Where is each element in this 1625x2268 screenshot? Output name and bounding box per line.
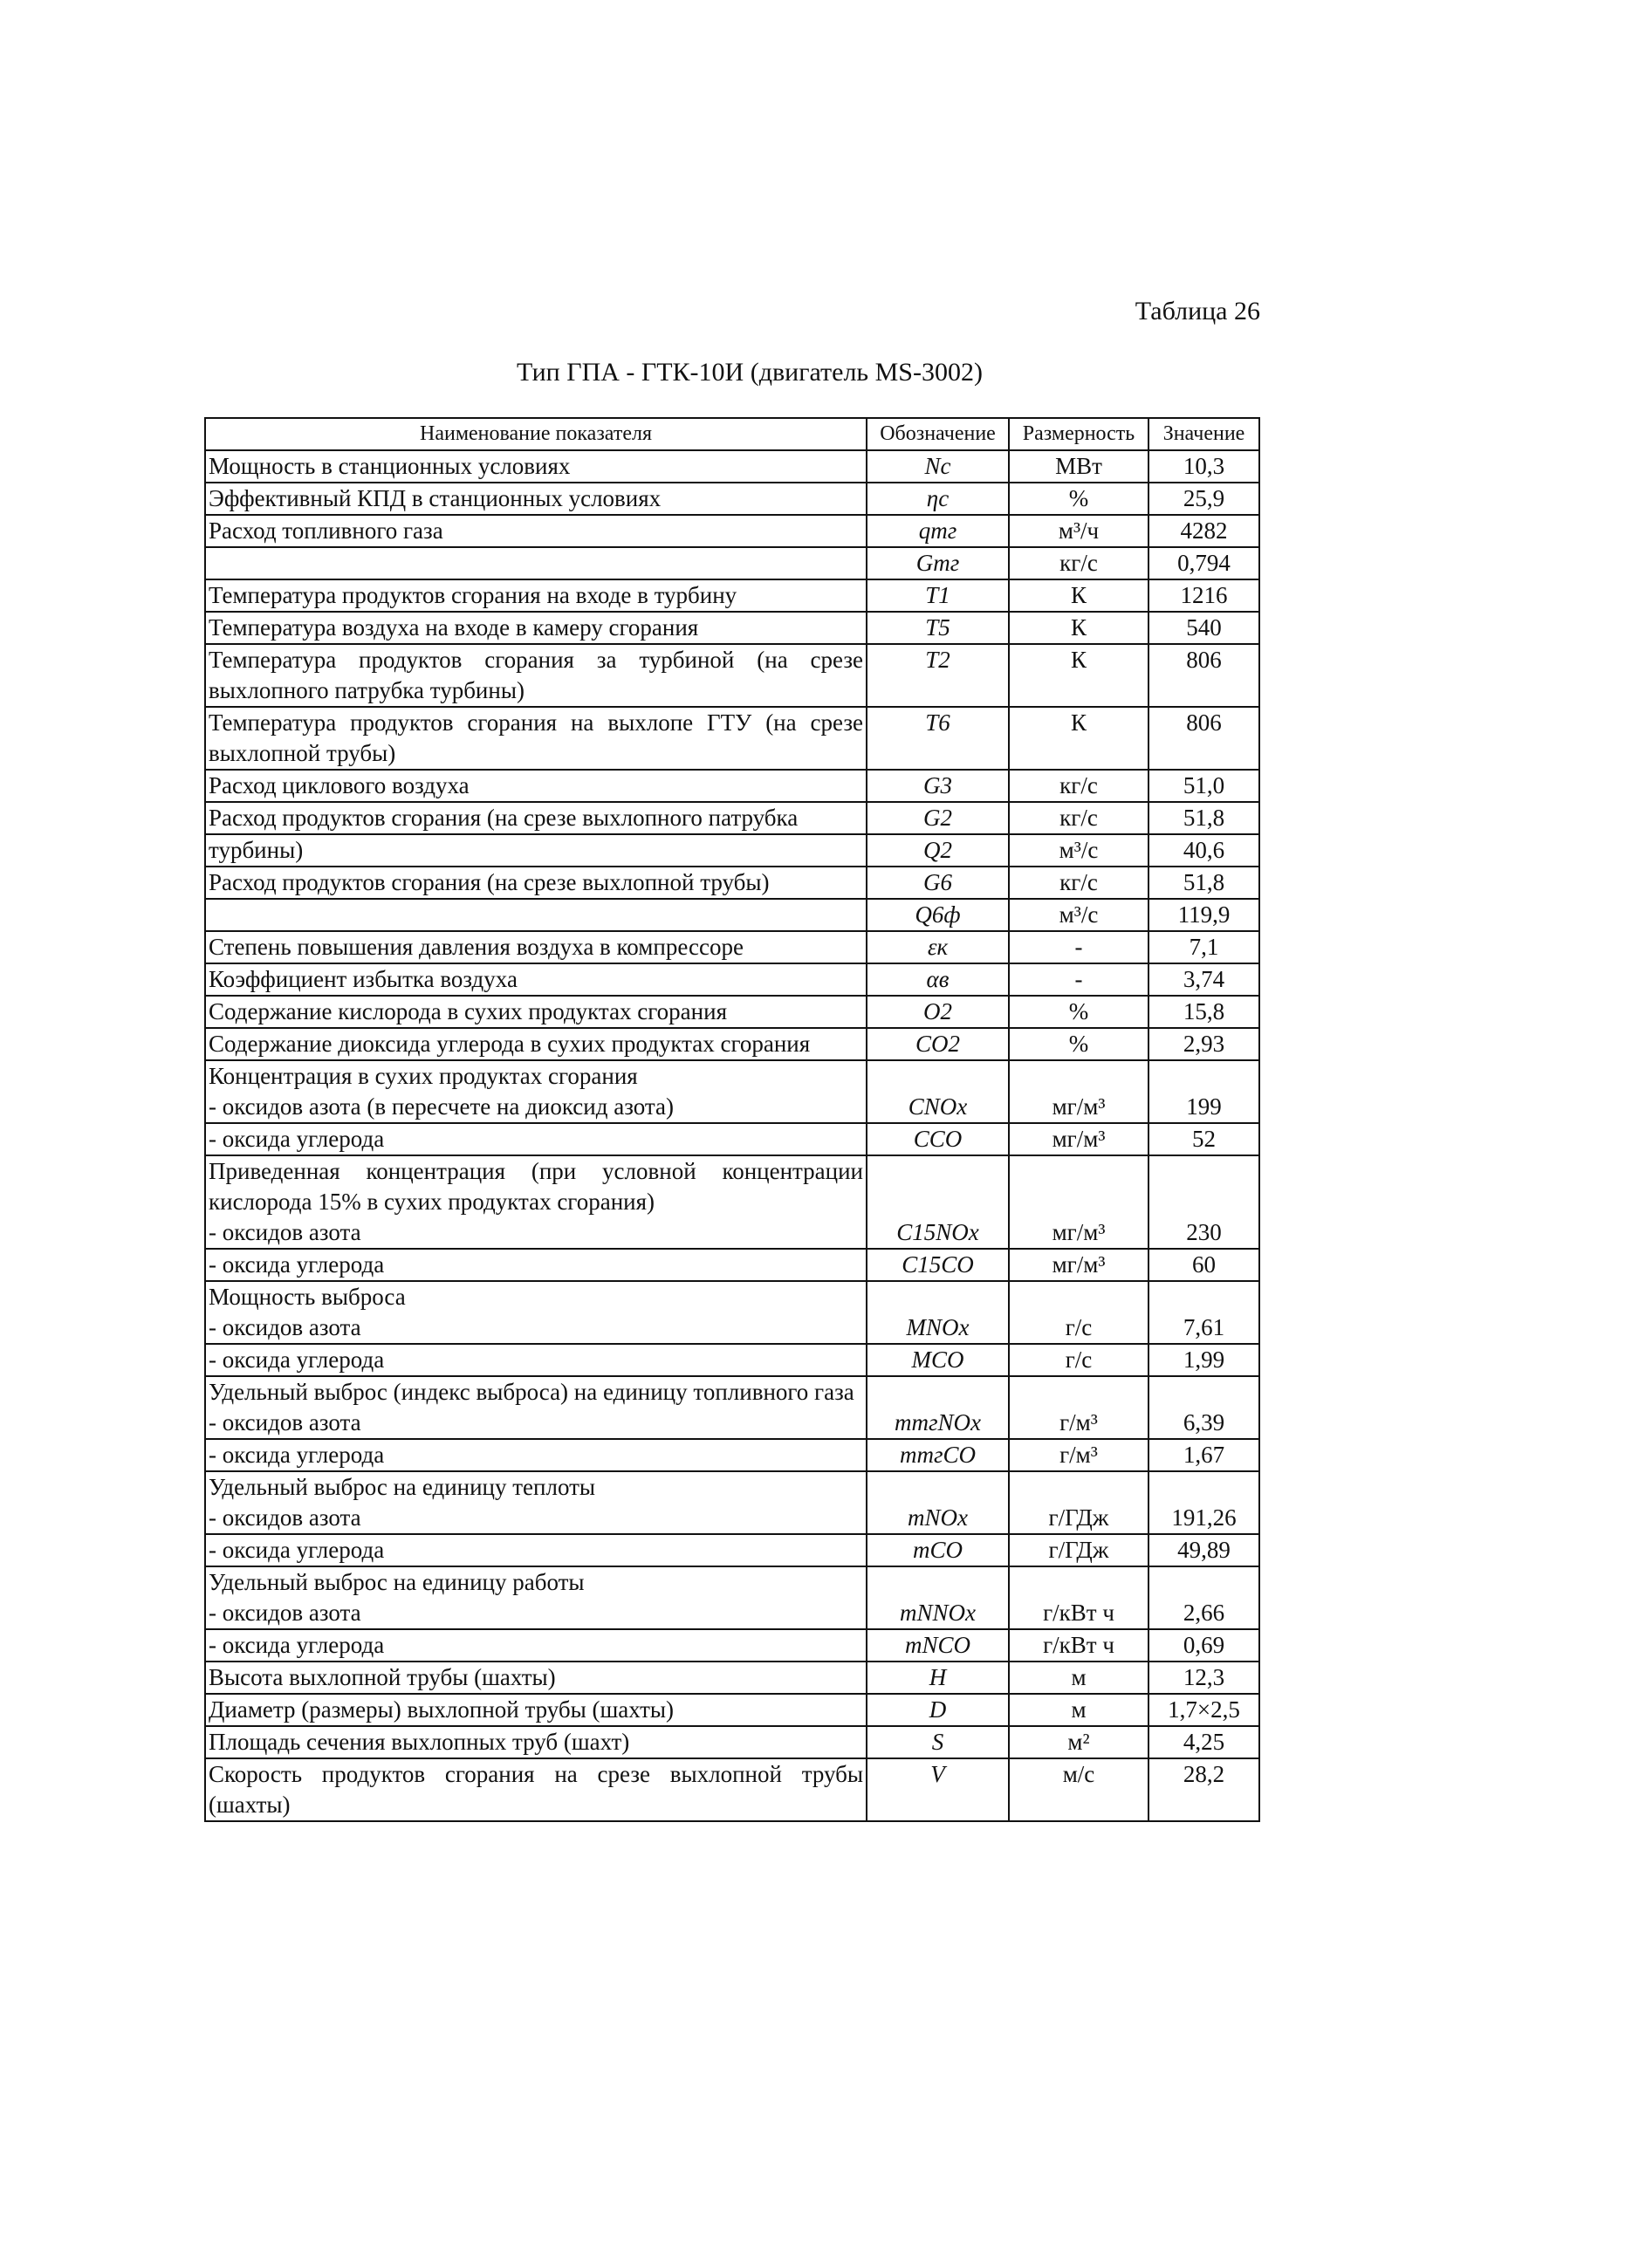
value-cell: 12,3 bbox=[1148, 1662, 1259, 1694]
symbol-cell: MCO bbox=[867, 1344, 1009, 1376]
unit-cell: г/ГДж bbox=[1009, 1534, 1148, 1566]
parameter-name-cell: - оксида углерода bbox=[205, 1439, 867, 1471]
unit-cell: г/кВт ч bbox=[1009, 1566, 1148, 1629]
parameter-name-cell: Температура продуктов сгорания за турбиной (на срезе выхлопного патрубка турбины) bbox=[205, 644, 867, 707]
unit-cell: г/ГДж bbox=[1009, 1471, 1148, 1534]
parameter-name-cell: Расход продуктов сгорания (на срезе выхлопного патрубка bbox=[205, 802, 867, 834]
unit-cell: г/с bbox=[1009, 1281, 1148, 1344]
table-row bbox=[205, 707, 1259, 770]
parameter-name-cell: Концентрация в сухих продуктах сгорания - оксидов азота (в пересчете на диоксид азота) bbox=[205, 1060, 867, 1123]
symbol-cell: G3 bbox=[867, 770, 1009, 802]
value-cell: 51,8 bbox=[1148, 867, 1259, 899]
unit-cell: МВт bbox=[1009, 450, 1148, 483]
value-cell: 4282 bbox=[1148, 515, 1259, 547]
unit-cell: м bbox=[1009, 1694, 1148, 1726]
unit-cell: % bbox=[1009, 483, 1148, 515]
table-row bbox=[205, 802, 1259, 834]
table-row bbox=[205, 1694, 1259, 1726]
value-cell: 51,8 bbox=[1148, 802, 1259, 834]
value-cell: 52 bbox=[1148, 1123, 1259, 1155]
parameter-name-cell: Скорость продуктов сгорания на срезе выхлопной трубы (шахты) bbox=[205, 1758, 867, 1821]
unit-cell: мг/м³ bbox=[1009, 1060, 1148, 1123]
parameter-name-cell: Удельный выброс (индекс выброса) на единицу топливного газа - оксидов азота bbox=[205, 1376, 867, 1439]
table-row bbox=[205, 931, 1259, 963]
symbol-cell: V bbox=[867, 1758, 1009, 1821]
symbol-cell: H bbox=[867, 1662, 1009, 1694]
value-cell: 25,9 bbox=[1148, 483, 1259, 515]
value-cell: 40,6 bbox=[1148, 834, 1259, 867]
value-cell: 2,66 bbox=[1148, 1566, 1259, 1629]
parameter-name-cell: Содержание кислорода в сухих продуктах сгорания bbox=[205, 996, 867, 1028]
parameter-name-cell: Приведенная концентрация (при условной концентрации кислорода 15% в сухих продуктах сгорания) - оксидов азота bbox=[205, 1155, 867, 1249]
symbol-cell: T5 bbox=[867, 612, 1009, 644]
value-cell: 10,3 bbox=[1148, 450, 1259, 483]
parameter-name-cell: - оксида углерода bbox=[205, 1534, 867, 1566]
parameter-name-cell: Степень повышения давления воздуха в компрессоре bbox=[205, 931, 867, 963]
parameter-name-cell: Расход топливного газа bbox=[205, 515, 867, 547]
unit-cell: г/м³ bbox=[1009, 1439, 1148, 1471]
table-row bbox=[205, 996, 1259, 1028]
value-cell: 15,8 bbox=[1148, 996, 1259, 1028]
table-row bbox=[205, 867, 1259, 899]
symbol-cell: CNOx bbox=[867, 1060, 1009, 1123]
column-header-unit: Размерность bbox=[1009, 418, 1148, 450]
parameter-name-cell: - оксида углерода bbox=[205, 1344, 867, 1376]
table-header-row bbox=[205, 418, 1259, 450]
unit-cell: мг/м³ bbox=[1009, 1249, 1148, 1281]
value-cell: 119,9 bbox=[1148, 899, 1259, 931]
table-row bbox=[205, 612, 1259, 644]
value-cell: 230 bbox=[1148, 1155, 1259, 1249]
unit-cell: г/с bbox=[1009, 1344, 1148, 1376]
value-cell: 0,69 bbox=[1148, 1629, 1259, 1662]
unit-cell: кг/с bbox=[1009, 770, 1148, 802]
parameter-name-cell: Коэффициент избытка воздуха bbox=[205, 963, 867, 996]
column-header-name: Наименование показателя bbox=[205, 418, 867, 450]
parameter-name-cell: Мощность выброса - оксидов азота bbox=[205, 1281, 867, 1344]
table-row bbox=[205, 1566, 1259, 1629]
unit-cell: К bbox=[1009, 579, 1148, 612]
parameter-name-cell: Температура продуктов сгорания на входе в турбину bbox=[205, 579, 867, 612]
unit-cell: % bbox=[1009, 996, 1148, 1028]
table-row bbox=[205, 1060, 1259, 1123]
symbol-cell: Q6ф bbox=[867, 899, 1009, 931]
unit-cell: м³/ч bbox=[1009, 515, 1148, 547]
parameter-name-cell bbox=[205, 899, 867, 931]
unit-cell: мг/м³ bbox=[1009, 1155, 1148, 1249]
symbol-cell: Nс bbox=[867, 450, 1009, 483]
table-caption: Тип ГПА - ГТК-10И (двигатель MS-3002) bbox=[517, 358, 983, 387]
symbol-cell: MNOx bbox=[867, 1281, 1009, 1344]
parameter-name-cell: Температура продуктов сгорания на выхлопе ГТУ (на срезе выхлопной трубы) bbox=[205, 707, 867, 770]
parameter-name-cell: Удельный выброс на единицу теплоты - оксидов азота bbox=[205, 1471, 867, 1534]
symbol-cell: T1 bbox=[867, 579, 1009, 612]
parameter-name-cell: Площадь сечения выхлопных труб (шахт) bbox=[205, 1726, 867, 1758]
table-row bbox=[205, 547, 1259, 579]
table-number: Таблица 26 bbox=[1135, 297, 1260, 325]
table-row bbox=[205, 1155, 1259, 1249]
symbol-cell: G2 bbox=[867, 802, 1009, 834]
unit-cell: кг/с bbox=[1009, 547, 1148, 579]
symbol-cell: εк bbox=[867, 931, 1009, 963]
symbol-cell: S bbox=[867, 1726, 1009, 1758]
parameter-name-cell: Удельный выброс на единицу работы - оксидов азота bbox=[205, 1566, 867, 1629]
unit-cell: г/кВт ч bbox=[1009, 1629, 1148, 1662]
value-cell: 3,74 bbox=[1148, 963, 1259, 996]
table-row bbox=[205, 1629, 1259, 1662]
value-cell: 199 bbox=[1148, 1060, 1259, 1123]
table-row bbox=[205, 1471, 1259, 1534]
parameter-name-cell: - оксида углерода bbox=[205, 1629, 867, 1662]
symbol-cell: O2 bbox=[867, 996, 1009, 1028]
value-cell: 7,61 bbox=[1148, 1281, 1259, 1344]
value-cell: 7,1 bbox=[1148, 931, 1259, 963]
value-cell: 6,39 bbox=[1148, 1376, 1259, 1439]
table-row bbox=[205, 515, 1259, 547]
symbol-cell: D bbox=[867, 1694, 1009, 1726]
table-row bbox=[205, 1726, 1259, 1758]
symbol-cell: G6 bbox=[867, 867, 1009, 899]
symbol-cell: ηс bbox=[867, 483, 1009, 515]
parameter-name-cell: Расход продуктов сгорания (на срезе выхлопной трубы) bbox=[205, 867, 867, 899]
symbol-cell: CO2 bbox=[867, 1028, 1009, 1060]
value-cell: 1,7×2,5 bbox=[1148, 1694, 1259, 1726]
value-cell: 806 bbox=[1148, 644, 1259, 707]
table-row bbox=[205, 770, 1259, 802]
value-cell: 28,2 bbox=[1148, 1758, 1259, 1821]
parameter-name-cell: Расход циклового воздуха bbox=[205, 770, 867, 802]
symbol-cell: αв bbox=[867, 963, 1009, 996]
symbol-cell: mCO bbox=[867, 1534, 1009, 1566]
value-cell: 60 bbox=[1148, 1249, 1259, 1281]
unit-cell: г/м³ bbox=[1009, 1376, 1148, 1439]
value-cell: 2,93 bbox=[1148, 1028, 1259, 1060]
parameter-name-cell: Высота выхлопной трубы (шахты) bbox=[205, 1662, 867, 1694]
parameter-name-cell: Эффективный КПД в станционных условиях bbox=[205, 483, 867, 515]
unit-cell: К bbox=[1009, 612, 1148, 644]
unit-cell: м bbox=[1009, 1662, 1148, 1694]
table-row bbox=[205, 1249, 1259, 1281]
value-cell: 1,67 bbox=[1148, 1439, 1259, 1471]
symbol-cell: mNCO bbox=[867, 1629, 1009, 1662]
parameter-name-cell: - оксида углерода bbox=[205, 1123, 867, 1155]
parameter-name-cell: - оксида углерода bbox=[205, 1249, 867, 1281]
value-cell: 806 bbox=[1148, 707, 1259, 770]
table-row bbox=[205, 834, 1259, 867]
table-row bbox=[205, 1534, 1259, 1566]
unit-cell: мг/м³ bbox=[1009, 1123, 1148, 1155]
value-cell: 0,794 bbox=[1148, 547, 1259, 579]
value-cell: 1,99 bbox=[1148, 1344, 1259, 1376]
parameter-name-cell: турбины) bbox=[205, 834, 867, 867]
parameter-name-cell: Содержание диоксида углерода в сухих продуктах сгорания bbox=[205, 1028, 867, 1060]
symbol-cell: mNNOx bbox=[867, 1566, 1009, 1629]
unit-cell: % bbox=[1009, 1028, 1148, 1060]
value-cell: 540 bbox=[1148, 612, 1259, 644]
table-row bbox=[205, 1439, 1259, 1471]
table-row bbox=[205, 579, 1259, 612]
table-row bbox=[205, 1028, 1259, 1060]
symbol-cell: CCO bbox=[867, 1123, 1009, 1155]
value-cell: 191,26 bbox=[1148, 1471, 1259, 1534]
unit-cell: м/с bbox=[1009, 1758, 1148, 1821]
table-row bbox=[205, 1281, 1259, 1344]
symbol-cell: C15NOx bbox=[867, 1155, 1009, 1249]
symbol-cell: T2 bbox=[867, 644, 1009, 707]
value-cell: 4,25 bbox=[1148, 1726, 1259, 1758]
table-row bbox=[205, 483, 1259, 515]
symbol-cell: qтг bbox=[867, 515, 1009, 547]
unit-cell: кг/с bbox=[1009, 867, 1148, 899]
table-row bbox=[205, 1376, 1259, 1439]
value-cell: 51,0 bbox=[1148, 770, 1259, 802]
value-cell: 49,89 bbox=[1148, 1534, 1259, 1566]
unit-cell: - bbox=[1009, 931, 1148, 963]
table-row bbox=[205, 899, 1259, 931]
parameter-name-cell bbox=[205, 547, 867, 579]
unit-cell: - bbox=[1009, 963, 1148, 996]
column-header-value: Значение bbox=[1148, 418, 1259, 450]
value-cell: 1216 bbox=[1148, 579, 1259, 612]
unit-cell: м³/с bbox=[1009, 899, 1148, 931]
unit-cell: м³/с bbox=[1009, 834, 1148, 867]
unit-cell: кг/с bbox=[1009, 802, 1148, 834]
parameter-name-cell: Температура воздуха на входе в камеру сгорания bbox=[205, 612, 867, 644]
unit-cell: К bbox=[1009, 644, 1148, 707]
symbol-cell: mтгNOx bbox=[867, 1376, 1009, 1439]
symbol-cell: Q2 bbox=[867, 834, 1009, 867]
table-row bbox=[205, 1123, 1259, 1155]
symbol-cell: T6 bbox=[867, 707, 1009, 770]
parameters-table bbox=[204, 417, 1260, 1822]
parameter-name-cell: Мощность в станционных условиях bbox=[205, 450, 867, 483]
table-row bbox=[205, 1344, 1259, 1376]
parameter-name-cell: Диаметр (размеры) выхлопной трубы (шахты) bbox=[205, 1694, 867, 1726]
table-row bbox=[205, 1662, 1259, 1694]
unit-cell: К bbox=[1009, 707, 1148, 770]
symbol-cell: mNOx bbox=[867, 1471, 1009, 1534]
symbol-cell: mтгCO bbox=[867, 1439, 1009, 1471]
column-header-symbol: Обозначение bbox=[867, 418, 1009, 450]
symbol-cell: Gтг bbox=[867, 547, 1009, 579]
unit-cell: м² bbox=[1009, 1726, 1148, 1758]
table-body bbox=[205, 450, 1259, 1821]
table-row bbox=[205, 1758, 1259, 1821]
symbol-cell: C15CO bbox=[867, 1249, 1009, 1281]
table-row bbox=[205, 450, 1259, 483]
table-row bbox=[205, 963, 1259, 996]
table-row bbox=[205, 644, 1259, 707]
